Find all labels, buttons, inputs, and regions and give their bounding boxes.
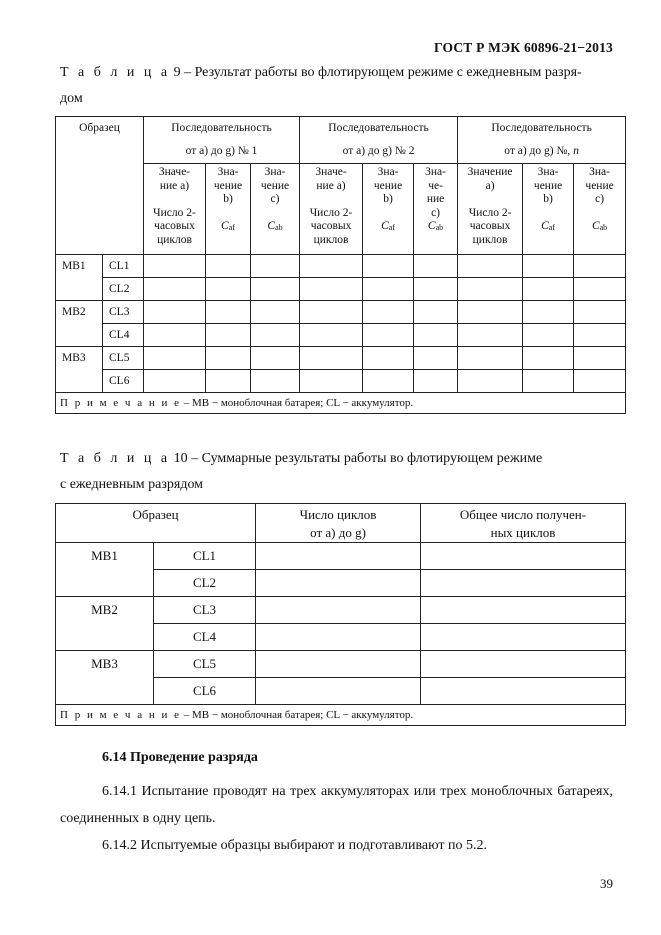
paragraph-6-14-2: 6.14.2 Испытуемые образцы выбирают и подготавливают по 5.2. <box>102 838 488 853</box>
txt: часовых <box>469 220 511 232</box>
seq-label: Последовательность <box>491 122 592 134</box>
table10-mb-cell: МВ2 <box>56 597 154 651</box>
table9-subheader-value-b <box>206 164 251 255</box>
table9-subheader-value-c <box>414 164 458 255</box>
txt: c) <box>431 206 441 219</box>
table9 <box>55 116 626 414</box>
txt: Общее число получен- <box>459 507 587 522</box>
txt: Зна- <box>425 166 446 178</box>
table10-mb-cell: МВ1 <box>56 543 154 597</box>
symbol-sub: af <box>228 223 235 232</box>
txt: ных циклов <box>490 525 556 540</box>
table9-cl-cell: CL4 <box>103 324 144 347</box>
txt: часовых <box>154 220 195 232</box>
txt: чение <box>533 179 563 192</box>
table9-cl-cell: CL3 <box>103 301 144 324</box>
table10-cl-cell: CL5 <box>154 651 256 678</box>
note-label: П р и м е ч а н и е <box>60 397 181 409</box>
table9-header-seqn <box>458 117 626 164</box>
table9-mb-cell: МВ3 <box>56 347 103 393</box>
table9-note <box>56 393 626 414</box>
table9-cl-cell: CL5 <box>103 347 144 370</box>
txt: Зна- <box>377 166 399 178</box>
symbol-sub: ab <box>599 223 608 232</box>
txt: циклов <box>157 233 192 246</box>
txt: Зна- <box>217 166 239 178</box>
table9-header-sample <box>56 117 144 255</box>
table10-caption-text: 10 – Суммарные результаты работы во флотирующем режиме <box>170 451 543 466</box>
symbol: C <box>381 220 389 232</box>
table9-subheader-value-c <box>251 164 300 255</box>
symbol-sub: ab <box>275 223 283 232</box>
txt: c) <box>270 193 280 205</box>
paragraph-6-14-1: 6.14.1 Испытание проводят на трех аккумуляторах или трех моноблочных батареях, соединенных в одну цепь. <box>60 784 613 826</box>
table10-cl-cell: CL1 <box>154 543 256 570</box>
table9-cl-cell: CL2 <box>103 278 144 301</box>
table9-cl-cell: CL1 <box>103 255 144 278</box>
symbol-sub: ab <box>435 223 444 232</box>
txt: че- <box>428 179 443 192</box>
txt: Зна- <box>589 166 610 178</box>
table9-mb-cell: МВ2 <box>56 301 103 347</box>
txt: c) <box>595 193 605 205</box>
symbol-sub: af <box>388 223 395 232</box>
txt: b) <box>543 193 553 205</box>
table9-subheader-value-a <box>458 164 523 255</box>
table10-note <box>56 705 626 726</box>
table10-cl-cell: CL6 <box>154 678 256 705</box>
txt: Зна- <box>264 166 286 178</box>
txt: a) <box>485 179 495 192</box>
table10-header-sample <box>56 504 256 543</box>
table9-caption-label: Т а б л и ц а <box>60 65 171 80</box>
txt: чение <box>373 179 403 192</box>
seq-n: n <box>573 145 579 157</box>
table9-subheader-value-a <box>300 164 363 255</box>
txt: ние a) <box>159 179 190 192</box>
note-text: – МВ − моноблочная батарея; CL − аккумулятор. <box>181 709 414 721</box>
table-row <box>56 370 626 393</box>
document-header: ГОСТ Р МЭК 60896-21−2013 <box>434 40 613 55</box>
table10-caption-text-cont: с ежедневным разрядом <box>60 477 204 492</box>
page-number: 39 <box>600 876 613 891</box>
table-row <box>56 278 626 301</box>
seq-range: от a) до g) № 1 <box>185 145 258 157</box>
txt: Число 2- <box>309 206 353 219</box>
seq-range: от a) до g) №, <box>504 145 574 157</box>
table-row <box>56 543 626 570</box>
seq-label: Последовательность <box>328 122 429 134</box>
table-row <box>56 597 626 624</box>
txt: чение <box>260 179 290 192</box>
table-row <box>56 651 626 678</box>
table9-header-seq2 <box>300 117 458 164</box>
note-label: П р и м е ч а н и е <box>60 709 181 721</box>
symbol-sub: af <box>548 223 555 232</box>
txt: Число 2- <box>468 206 512 219</box>
table10-header-cycles <box>256 504 421 543</box>
table10-cl-cell: CL3 <box>154 597 256 624</box>
txt: Зна- <box>537 166 559 178</box>
section-title: 6.14 Проведение разряда <box>102 750 258 765</box>
table10-caption <box>60 446 620 498</box>
table9-subheader-value-b <box>523 164 574 255</box>
table10-caption-label: Т а б л и ц а <box>60 451 171 466</box>
symbol: C <box>541 220 549 232</box>
txt: от a) до g) <box>310 525 366 540</box>
symbol: C <box>591 220 600 232</box>
table9-cl-cell: CL6 <box>103 370 144 393</box>
txt: чение <box>585 179 614 192</box>
txt: Значение <box>467 166 513 178</box>
table9-mb-cell: МВ1 <box>56 255 103 301</box>
symbol: C <box>267 220 276 232</box>
table-row <box>56 347 626 370</box>
symbol: C <box>221 220 229 232</box>
txt: Значе- <box>315 166 347 178</box>
txt: Число 2- <box>153 206 196 219</box>
table9-header-seq1 <box>144 117 300 164</box>
table10-cl-cell: CL4 <box>154 624 256 651</box>
table9-subheader-value-a <box>144 164 206 255</box>
table9-caption <box>60 60 620 112</box>
txt: циклов <box>472 233 508 246</box>
txt: ние <box>426 193 445 205</box>
table10-header-total <box>421 504 626 543</box>
note-text: – МВ − моноблочная батарея; CL − аккумулятор. <box>181 397 414 409</box>
txt: ние a) <box>316 179 346 192</box>
table-row <box>56 301 626 324</box>
sample-label: Образец <box>132 507 179 522</box>
table9-caption-text: 9 – Результат работы во флотирующем режиме с ежедневным разря- <box>170 65 582 80</box>
table-row <box>56 324 626 347</box>
table-row <box>56 255 626 278</box>
table10 <box>55 503 626 726</box>
txt: b) <box>383 193 393 205</box>
seq-range: от a) до g) № 2 <box>342 145 415 157</box>
txt: часовых <box>310 220 352 232</box>
table9-caption-text-cont: дом <box>60 91 83 106</box>
txt: Значе- <box>158 166 191 178</box>
table9-subheader-value-c <box>574 164 626 255</box>
txt: b) <box>223 193 233 205</box>
seq-label: Последовательность <box>171 122 272 134</box>
txt: Число циклов <box>299 507 377 522</box>
table10-mb-cell: МВ3 <box>56 651 154 705</box>
symbol: C <box>427 220 436 232</box>
table9-subheader-value-b <box>363 164 414 255</box>
txt: чение <box>213 179 243 192</box>
table10-cl-cell: CL2 <box>154 570 256 597</box>
txt: циклов <box>313 233 349 246</box>
sample-label: Образец <box>79 122 120 134</box>
